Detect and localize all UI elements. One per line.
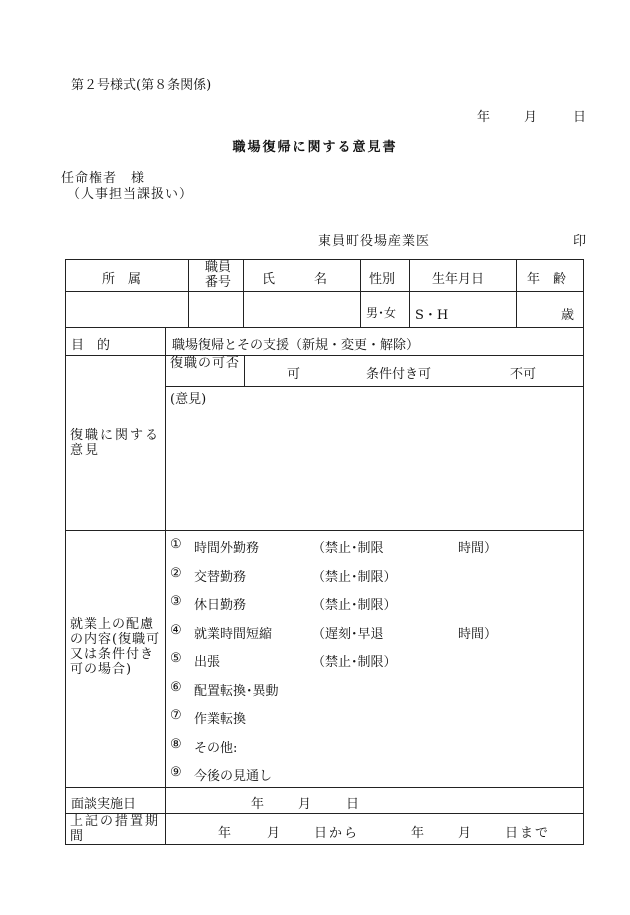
item-detail: （禁止･制限） bbox=[312, 570, 397, 585]
interview-day: 日 bbox=[346, 797, 360, 812]
item-number: ⑤ bbox=[170, 651, 182, 666]
item-text: 作業転換 bbox=[194, 712, 247, 727]
gender-options: 男･女 bbox=[366, 306, 397, 320]
period-label: 上記の措置期間 bbox=[70, 814, 161, 844]
item-number: ① bbox=[170, 537, 182, 552]
option-not-possible: 不可 bbox=[510, 367, 537, 382]
list-item bbox=[170, 537, 498, 556]
consideration-label: 就業上の配慮の内容(復職可又は条件付き可の場合) bbox=[70, 617, 161, 677]
item-number: ③ bbox=[170, 594, 182, 609]
list-item bbox=[170, 594, 397, 613]
interview-label: 面談実施日 bbox=[71, 797, 137, 812]
item-detail: （遅刻･早退 bbox=[312, 627, 384, 642]
header-staff-number: 職員番号 bbox=[204, 260, 231, 290]
header-birthdate: 生年月日 bbox=[432, 272, 485, 287]
item-number: ⑦ bbox=[170, 708, 182, 723]
item-text: 交替勤務 bbox=[194, 570, 247, 585]
period-year-from: 年 bbox=[218, 826, 232, 841]
item-text: 就業時間短縮 bbox=[194, 627, 273, 642]
header-gender: 性別 bbox=[369, 272, 396, 287]
item-text: 配置転換･異動 bbox=[194, 684, 279, 699]
item-detail: （禁止･制限） bbox=[312, 598, 397, 613]
interview-year: 年 bbox=[251, 797, 265, 812]
item-text: 出張 bbox=[194, 655, 221, 670]
list-item bbox=[170, 651, 397, 670]
header-age: 年 齢 bbox=[527, 272, 567, 287]
period-day-to: 日まで bbox=[505, 826, 551, 841]
header-name: 氏 名 bbox=[262, 272, 328, 287]
department-note: （人事担当課扱い） bbox=[67, 187, 194, 202]
option-possible: 可 bbox=[287, 367, 301, 382]
item-hours: 時間） bbox=[458, 627, 498, 642]
appointer: 任命権者 様 bbox=[61, 171, 146, 186]
date-year: 年 bbox=[477, 110, 491, 125]
option-conditional: 条件付き可 bbox=[366, 367, 432, 382]
item-text: 休日勤務 bbox=[194, 598, 247, 613]
item-detail: （禁止･制限） bbox=[312, 655, 397, 670]
opinion-label: (意見) bbox=[170, 392, 207, 407]
return-possible-label: 復職の可否 bbox=[170, 356, 241, 371]
item-hours: 時間） bbox=[458, 541, 498, 556]
form-number: 第２号様式(第８条関係) bbox=[71, 78, 212, 93]
period-month-to: 月 bbox=[458, 826, 472, 841]
list-item bbox=[170, 566, 397, 585]
seal-mark: 印 bbox=[573, 234, 587, 249]
era-options: S・H bbox=[415, 308, 449, 323]
industrial-doctor: 東員町役場産業医 bbox=[318, 234, 431, 249]
purpose-label: 目 的 bbox=[71, 338, 111, 353]
interview-month: 月 bbox=[298, 797, 312, 812]
period-day-from: 日から bbox=[314, 826, 360, 841]
purpose-value: 職場復帰とその支援（新規・変更・解除） bbox=[172, 338, 420, 353]
date-month: 月 bbox=[524, 110, 538, 125]
item-text: その他: bbox=[194, 741, 238, 756]
item-number: ④ bbox=[170, 623, 182, 638]
period-year-to: 年 bbox=[411, 826, 425, 841]
item-number: ② bbox=[170, 566, 182, 581]
document-title: 職場復帰に関する意見書 bbox=[232, 140, 398, 155]
item-text: 時間外勤務 bbox=[194, 541, 260, 556]
item-detail: （禁止･制限 bbox=[312, 541, 384, 556]
item-number: ⑧ bbox=[170, 737, 182, 752]
list-item bbox=[170, 623, 498, 642]
header-affiliation: 所 属 bbox=[102, 272, 142, 287]
list-item bbox=[170, 708, 247, 727]
item-text: 今後の見通し bbox=[194, 769, 273, 784]
period-month-from: 月 bbox=[267, 826, 281, 841]
item-number: ⑨ bbox=[170, 765, 182, 780]
age-unit: 歳 bbox=[561, 308, 575, 323]
list-item bbox=[170, 737, 238, 756]
list-item bbox=[170, 680, 279, 699]
list-item bbox=[170, 765, 273, 784]
item-number: ⑥ bbox=[170, 680, 182, 695]
opinion-section-label: 復職に関する意見 bbox=[70, 428, 161, 458]
date-day: 日 bbox=[573, 110, 587, 125]
